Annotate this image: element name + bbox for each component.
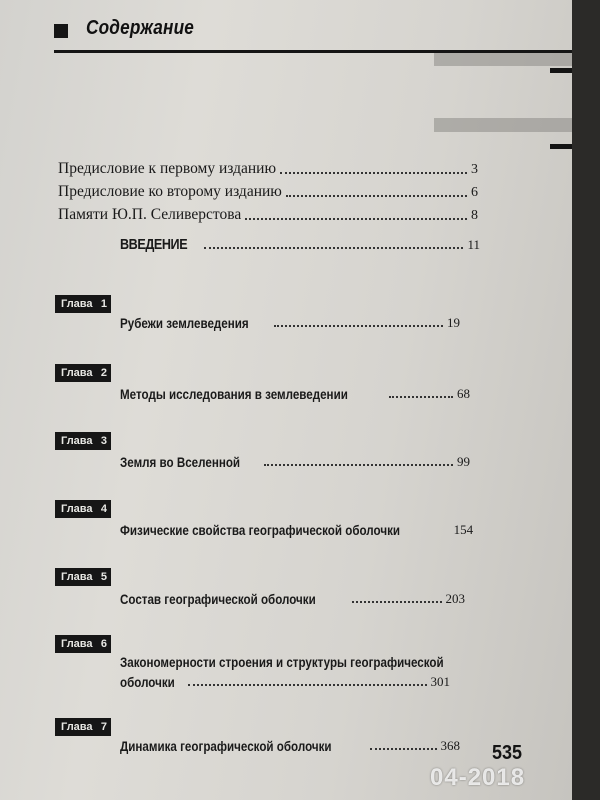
chapter-badge-word: Глава	[61, 435, 93, 447]
toc-entry-label: Предисловие к первому изданию	[58, 160, 277, 177]
toc-entry-page: 8	[471, 208, 478, 223]
toc-entry-page: 368	[440, 738, 460, 753]
toc-entry-label-continued: оболочки	[120, 675, 175, 690]
toc-header	[10, 12, 572, 46]
toc-entry-chapter-6	[120, 655, 450, 690]
chapter-badge-word: Глава	[61, 638, 93, 650]
toc-entry-page: 68	[457, 386, 470, 401]
header-rule	[54, 50, 572, 53]
toc-entry-page: 99	[457, 454, 470, 469]
date-watermark: 04-2018	[430, 764, 526, 791]
toc-entry-label: ВВЕДЕНИЕ	[120, 236, 188, 253]
toc-entry-chapter-5	[120, 591, 465, 607]
edge-tick-mark	[550, 144, 572, 149]
chapter-badge-number: 4	[100, 503, 107, 515]
toc-entry-chapter-7	[120, 738, 460, 754]
toc-entry-introduction	[120, 236, 480, 253]
chapter-badge	[55, 635, 111, 653]
toc-entry-page: 301	[430, 674, 450, 689]
chapter-badge-number: 1	[100, 298, 107, 310]
toc-entry-page: 19	[447, 315, 460, 330]
dot-leader	[245, 218, 467, 220]
edge-tick-mark	[550, 68, 572, 73]
bleed-through-band	[434, 118, 572, 132]
toc-entry-chapter-4	[120, 522, 474, 538]
chapter-badge-number: 5	[100, 571, 107, 583]
chapter-badge-number: 2	[100, 367, 107, 379]
toc-entry-page: 203	[445, 591, 465, 606]
chapter-badge-word: Глава	[61, 367, 93, 379]
toc-entry-label: Физические свойства географической оболочки	[120, 523, 401, 538]
dot-leader	[352, 601, 442, 603]
dot-leader	[280, 172, 467, 174]
dot-leader	[370, 748, 437, 750]
chapter-badge-word: Глава	[61, 571, 93, 583]
chapter-badge-word: Глава	[61, 503, 93, 515]
toc-entry-label: Закономерности строения и структуры географической	[120, 655, 444, 670]
toc-entry-preface-2	[58, 183, 478, 201]
chapter-badge	[55, 432, 111, 450]
dot-leader	[188, 684, 427, 686]
chapter-badge	[55, 500, 111, 518]
chapter-badge-word: Глава	[61, 298, 93, 310]
toc-entry-label: Предисловие ко второму изданию	[58, 183, 282, 200]
toc-entry-chapter-3	[120, 454, 470, 470]
chapter-badge	[55, 718, 111, 736]
toc-entry-chapter-1	[120, 315, 460, 331]
toc-entry-chapter-2	[120, 386, 470, 402]
toc-entry-label: Состав географической оболочки	[120, 592, 316, 607]
page-number: 535	[492, 742, 523, 764]
dot-leader	[286, 195, 467, 197]
chapter-badge	[55, 364, 111, 382]
toc-entry-label: Динамика географической оболочки	[120, 739, 332, 754]
toc-entry-page: 6	[471, 185, 478, 200]
toc-entry-preface-1	[58, 160, 478, 178]
chapter-badge	[55, 568, 111, 586]
toc-entry-page: 154	[453, 522, 474, 537]
dot-leader	[274, 325, 443, 327]
chapter-badge	[55, 295, 111, 313]
chapter-badge-word: Глава	[61, 721, 93, 733]
bleed-through-band	[434, 52, 572, 66]
square-bullet-icon	[54, 24, 68, 38]
chapter-badge-number: 6	[100, 638, 107, 650]
toc-entry-label: Памяти Ю.П. Селиверстова	[58, 206, 242, 223]
toc-entry-page: 3	[471, 162, 478, 177]
page-title: Содержание	[86, 17, 195, 39]
dot-leader	[389, 396, 453, 398]
dot-leader	[264, 464, 453, 466]
dot-leader	[204, 247, 463, 249]
toc-entry-label: Земля во Вселенной	[120, 455, 241, 470]
chapter-badge-number: 7	[100, 721, 107, 733]
chapter-badge-number: 3	[100, 435, 107, 447]
toc-entry-page: 11	[467, 237, 480, 252]
toc-entry-label: Рубежи землеведения	[120, 316, 249, 331]
toc-entry-label: Методы исследования в землеведении	[120, 387, 348, 402]
toc-entry-memory	[58, 206, 478, 224]
